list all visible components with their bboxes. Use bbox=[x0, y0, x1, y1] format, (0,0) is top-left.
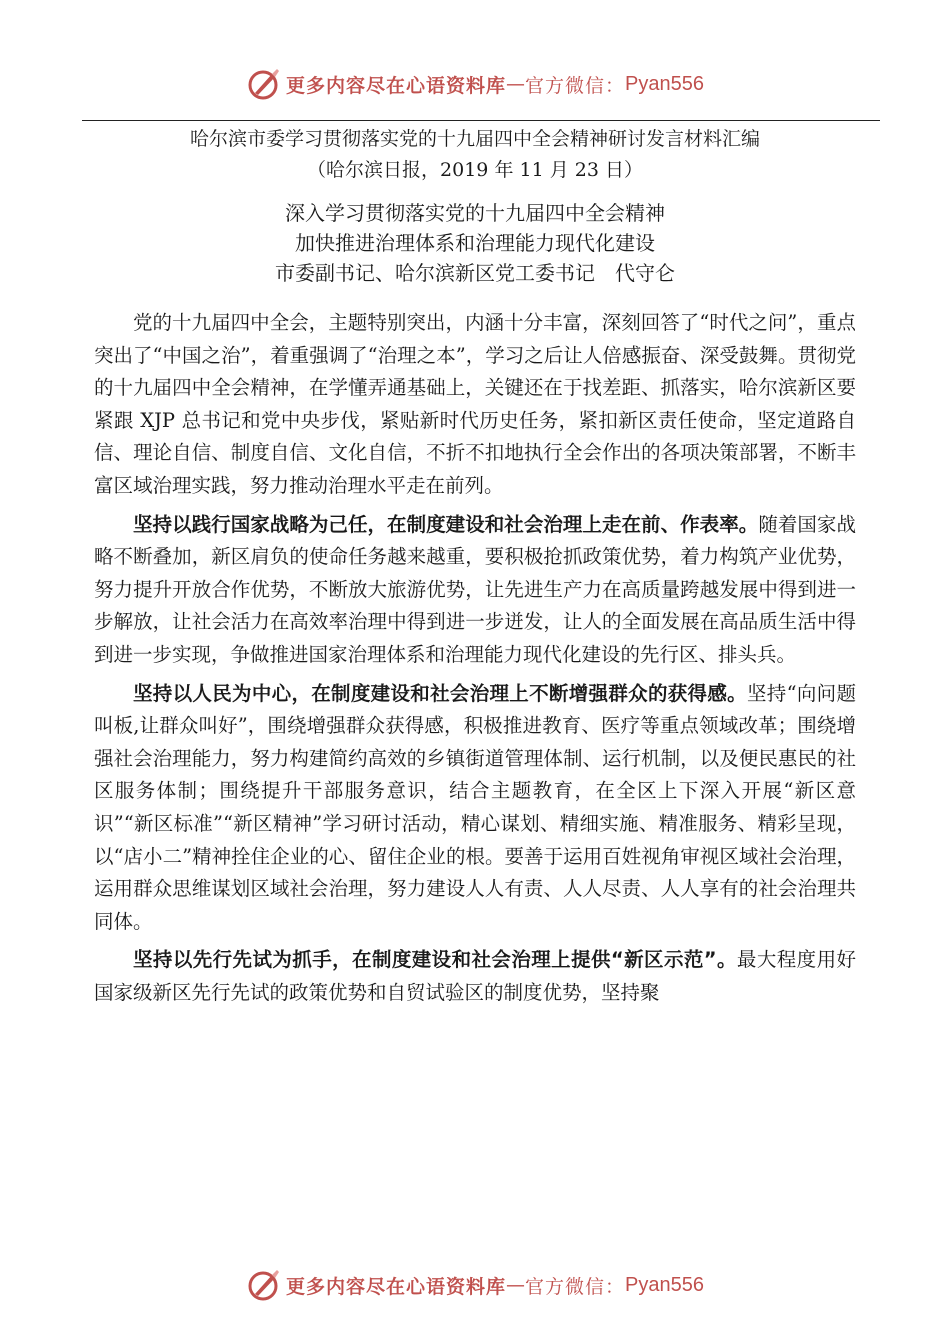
watermark-brand: 更多内容尽在心语资料库 bbox=[286, 1275, 507, 1298]
source-line: （哈尔滨日报，2019 年 11 月 23 日） bbox=[307, 159, 643, 181]
watermark-wechat-id: Pyan556 bbox=[625, 1273, 704, 1296]
quill-logo-icon bbox=[246, 66, 282, 102]
watermark-label: 官方微信： bbox=[525, 74, 626, 97]
section-text: 随着国家战略不断叠加，新区肩负的使命任务越来越重，要积极抢抓政策优势，着力构筑产业优势，努力提升开放合作优势，不断放大旅游优势，让先进生产力在高质量跨越发展中得到进一步解放，让社会活力在高效率治理中得到进一步迸发，让人的全面发展在高品质生活中得到进一步实现，争做推进国家治理体系和治理能力现代化建设的先行区、排头兵。 bbox=[94, 512, 856, 666]
quill-logo-icon bbox=[246, 1267, 282, 1303]
watermark-banner-top bbox=[0, 64, 950, 104]
watermark-label: 官方微信： bbox=[525, 1275, 626, 1298]
article-title-line-2: 加快推进治理体系和治理能力现代化建设 bbox=[295, 231, 655, 255]
watermark-wechat-id: Pyan556 bbox=[625, 72, 704, 95]
document-header bbox=[0, 124, 950, 288]
article-title-line-1: 深入学习贯彻落实党的十九届四中全会精神 bbox=[285, 201, 665, 225]
watermark-brand: 更多内容尽在心语资料库 bbox=[286, 74, 507, 97]
article-body bbox=[94, 307, 856, 1015]
section-text: 最大程度用好国家级新区先行先试的政策优势和自贸试验区的制度优势，坚持聚 bbox=[94, 948, 856, 1004]
section-lead: 坚持以先行先试为抓手，在制度建设和社会治理上提供“新区示范”。 bbox=[133, 948, 737, 972]
compilation-title: 哈尔滨市委学习贯彻落实党的十九届四中全会精神研讨发言材料汇编 bbox=[189, 128, 760, 150]
section-paragraph bbox=[94, 678, 856, 939]
header-rule bbox=[82, 120, 880, 121]
watermark-banner-bottom bbox=[0, 1265, 950, 1305]
section-text: 坚持“向问题叫板,让群众叫好”，围绕增强群众获得感，积极推进教育、医疗等重点领域改革；围绕增强社会治理能力，努力构建简约高效的乡镇街道管理体制、运行机制，以及便民惠民的社区服务体制；围绕提升干部服务意识，结合主题教育，在全区上下深入开展“新区意识”“新区标准”“新区精神”学习研讨活动，精心谋划、精细实施、精准服务、精彩呈现，以“店小二”精神拴住企业的心、留住企业的根。要善于运用百姓视角审视区域社会治理，运用群众思维谋划区域社会治理，努力建设人人有责、人人尽责、人人享有的社会治理共同体。 bbox=[94, 681, 856, 933]
section-paragraph bbox=[94, 509, 856, 672]
section-lead: 坚持以践行国家战略为己任，在制度建设和社会治理上走在前、作表率。 bbox=[133, 512, 759, 536]
section-paragraph bbox=[94, 944, 856, 1009]
author-line: 市委副书记、哈尔滨新区党工委书记 代守仑 bbox=[275, 261, 675, 285]
intro-paragraph: 党的十九届四中全会，主题特别突出，内涵十分丰富，深刻回答了“时代之问”，重点突出了“中国之治”，着重强调了“治理之本”，学习之后让人倍感振奋、深受鼓舞。贯彻党的十九届四中全会精神，在学懂弄通基础上，关键还在于找差距、抓落实，哈尔滨新区要紧跟 XJP 总书记和党中央步伐，紧贴新时代历史任务，紧扣新区责任使命，坚定道路自信、理论自信、制度自信、文化自信，不折不扣地执行全会作出的各项决策部署，不断丰富区域治理实践，努力推动治理水平走在前列。 bbox=[94, 311, 856, 497]
section-lead: 坚持以人民为中心，在制度建设和社会治理上不断增强群众的获得感。 bbox=[133, 681, 747, 705]
watermark-separator: — bbox=[506, 73, 526, 95]
watermark-separator: — bbox=[506, 1274, 526, 1296]
